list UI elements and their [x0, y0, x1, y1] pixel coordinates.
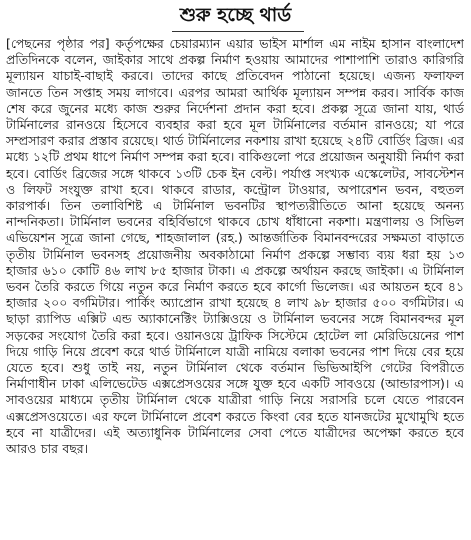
article-text: কর্তৃপক্ষের চেয়ারম্যান এয়ার ভাইস মার্শাল এম নাইম হাসান বাংলাদেশ প্রতিদিনকে বলেন, জাইকার সাথে প্রকল্প নির্মাণ হওয়ায় আমাদের পাশাপাশি তারাও কারিগরি মূল্যায়ন যাচাই-বাছাই করবে। তাদের কাছে প্রতিবেদন পাঠানো হয়েছে। এজন্য ফলাফল জানতে তিন সপ্তাহ সময় লাগবে। এরপর আমরা আর্থিক মূল্যায়ন সম্পন্ন করব। সার্বিক কাজ শেষ করে জুনের মধ্যে কাজ শুরুর নির্দেশনা প্রদান করা হবে। প্রকল্প সূত্রে জানা যায়, থার্ড টার্মিনালের রানওয়ে হিসেবে ব্যবহার করা হবে মূল টার্মিনালের বর্তমান রানওয়ে; যা পরে সম্প্রসারণ করার প্রস্তাব রয়েছে। থার্ড টার্মিনালের নকশায় রাখা হয়েছে ২৪টি বোর্ডিং ব্রিজ। এর মধ্যে ১২টি প্রথম ধাপে নির্মাণ সম্পন্ন করা হবে। বাকিগুলো পরে প্রয়োজন অনুযায়ী নির্মাণ করা হবে। বোর্ডিং ব্রিজের সঙ্গে থাকবে ১৩টি চেক ইন বেল্ট। পর্যাপ্ত সংখ্যক এস্কেলেটর, সাবস্টেশন ও লিফট সংযুক্ত রাখা হবে। থাকবে রাডার, কন্ট্রোল টাওয়ার, অপারেশন ভবন, বহুতল কারপার্ক। তিন তলাবিশিষ্ট এ টার্মিনাল ভবনটির স্থাপত্যরীতিতে আনা হয়েছে অনন্য নান্দনিকতা। টার্মিনাল ভবনের বহির্বিভাগে থাকবে চোখ ধাঁধানো নকশা। মন্ত্রণালয় ও সিভিল এভিয়েশন সূত্রে জানা গেছে, শাহজালাল (রহ.) আন্তর্জাতিক বিমানবন্দরের সক্ষমতা বাড়াতে তৃতীয় টার্মিনাল ভবনসহ প্রয়োজনীয় অবকাঠামো নির্মাণ প্রকল্পে সম্ভাব্য ব্যয় ধরা হয় ১৩ হাজার ৬১০ কোটি ৪৬ লাখ ৮৫ হাজার টাকা। এ প্রকল্পে অর্থায়ন করছে জাইকা। এ টার্মিনাল ভবন তৈরি করতে গিয়ে নতুন করে নির্মাণ করতে হবে কার্গো ভিলেজ। এর আয়তন হবে ৪১ হাজার ২০০ বর্গমিটার। পার্কিং অ্যাপ্রোন রাখা হয়েছে ৪ লাখ ৯৮ হাজার ৫০০ বর্গমিটার। এ ছাড়া র‌্যাপিড এক্সিট এন্ড অ্যাকানেক্টিং ট্যাক্সিওয়ে ও টার্মিনাল ভবনের সঙ্গে বিমানবন্দর মূল সড়কের সংযোগ তৈরি করা হবে। ওয়ানওয়ে ট্রাফিক সিস্টেমে হোটেল লা মেরিডিয়েনের পাশ দিয়ে গাড়ি নিয়ে প্রবেশ করে থার্ড টার্মিনালে যাত্রী নামিয়ে বলাকা ভবনের পাশ দিয়ে বের হয়ে যেতে হবে। শুধু তাই নয়, নতুন টার্মিনাল থেকে বর্তমান ভিভিআইপি গেটের বিপরীতে নির্মাণাধীন ঢাকা এলিভেটেড এক্সপ্রেসওয়ের সঙ্গে যুক্ত হবে একটি সাবওয়ে (আন্ডারপাস)। এ সাবওয়ের মাধ্যমে তৃতীয় টার্মিনাল থেকে যাত্রীরা গাড়ি নিয়ে সরাসরি চলে যেতে পারবেন এক্সপ্রেসওয়েতে। এর ফলে টার্মিনালে প্রবেশ করতে কিংবা বের হতে যানজটের মুখোমুখি হতে হবে না যাত্রীদের। এই অত্যাধুনিক টার্মিনালের সেবা পেতে যাত্রীদের অপেক্ষা করতে হবে আরও চার বছর।: [6, 36, 464, 457]
article-body: [6, 36, 464, 536]
article-paragraph: [6, 36, 464, 457]
headline: শুরু হচ্ছে থার্ড: [179, 4, 292, 26]
headline-area: [0, 0, 471, 34]
continued-from-label: [পেছনের পৃষ্ঠার পর]: [6, 36, 110, 51]
headline-underline: [172, 31, 304, 32]
